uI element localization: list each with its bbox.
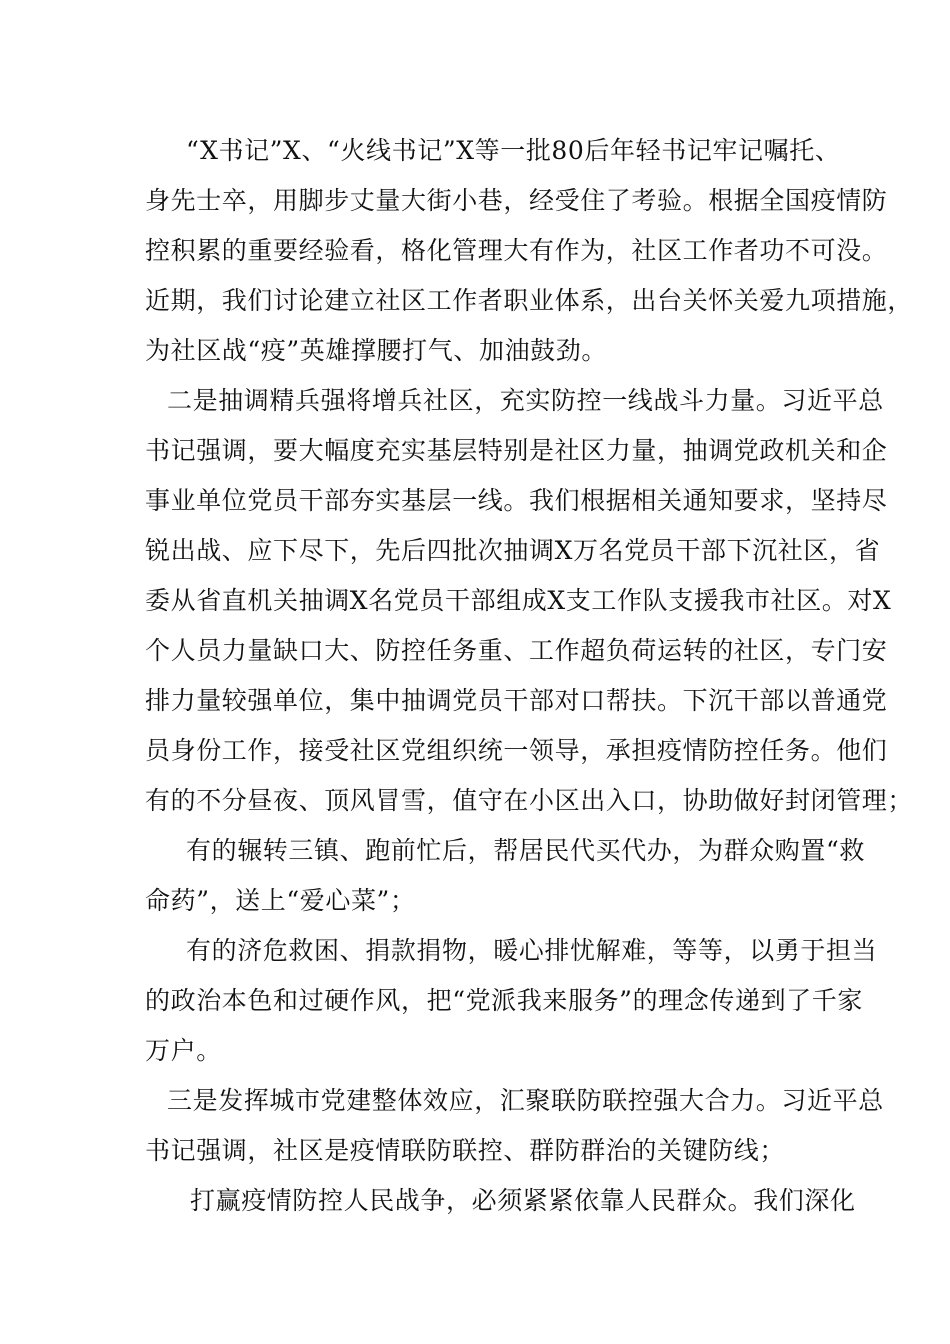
text-line: 个人员力量缺口大、防控任务重、工作超负荷运转的社区，专门安: [145, 636, 888, 665]
text-line: 委从省直机关抽调X名党员干部组成X支工作队支援我市社区。对X: [145, 586, 892, 615]
text-line: 员身份工作，接受社区党组织统一领导，承担疫情防控任务。他们: [145, 736, 888, 765]
text-line: 近期，我们讨论建立社区工作者职业体系，出台关怀关爱九项措施，: [145, 286, 914, 315]
text-line: 万户。: [145, 1036, 222, 1065]
text-line: 有的不分昼夜、顶风冒雪，值守在小区出入口，协助做好封闭管理；: [145, 786, 914, 815]
text-line: 事业单位党员干部夯实基层一线。我们根据相关通知要求，坚持尽: [145, 486, 888, 515]
text-line: 排力量较强单位，集中抽调党员干部对口帮扶。下沉干部以普通党: [145, 686, 888, 715]
text-line: 有的辗转三镇、跑前忙后，帮居民代买代办，为群众购置“救: [186, 836, 865, 865]
text-line: 有的济危救困、捐款捐物，暖心排忧解难，等等，以勇于担当: [186, 936, 878, 965]
text-line: 为社区战“疫”英雄撑腰打气、加油鼓劲。: [145, 336, 607, 365]
text-line: 身先士卒，用脚步丈量大街小巷，经受住了考验。根据全国疫情防: [145, 186, 888, 215]
text-line: 控积累的重要经验看，格化管理大有作为，社区工作者功不可没。: [145, 236, 888, 265]
text-line: “X书记”X、“火线书记”X等一批80后年轻书记牢记嘱托、: [186, 136, 841, 165]
text-line: 三是发挥城市党建整体效应，汇聚联防联控强大合力。习近平总: [167, 1086, 884, 1115]
text-line: 二是抽调精兵强将增兵社区，充实防控一线战斗力量。习近平总: [167, 386, 884, 415]
text-line: 锐出战、应下尽下，先后四批次抽调X万名党员干部下沉社区，省: [145, 536, 881, 565]
text-line: 书记强调，要大幅度充实基层特别是社区力量，抽调党政机关和企: [145, 436, 888, 465]
text-line: 命药”，送上“爱心菜”；: [145, 886, 416, 915]
text-line: 书记强调，社区是疫情联防联控、群防群治的关键防线；: [145, 1136, 786, 1165]
text-line: 的政治本色和过硬作风，把“党派我来服务”的理念传递到了千家: [145, 986, 863, 1015]
text-line: 打赢疫情防控人民战争，必须紧紧依靠人民群众。我们深化: [190, 1186, 856, 1215]
